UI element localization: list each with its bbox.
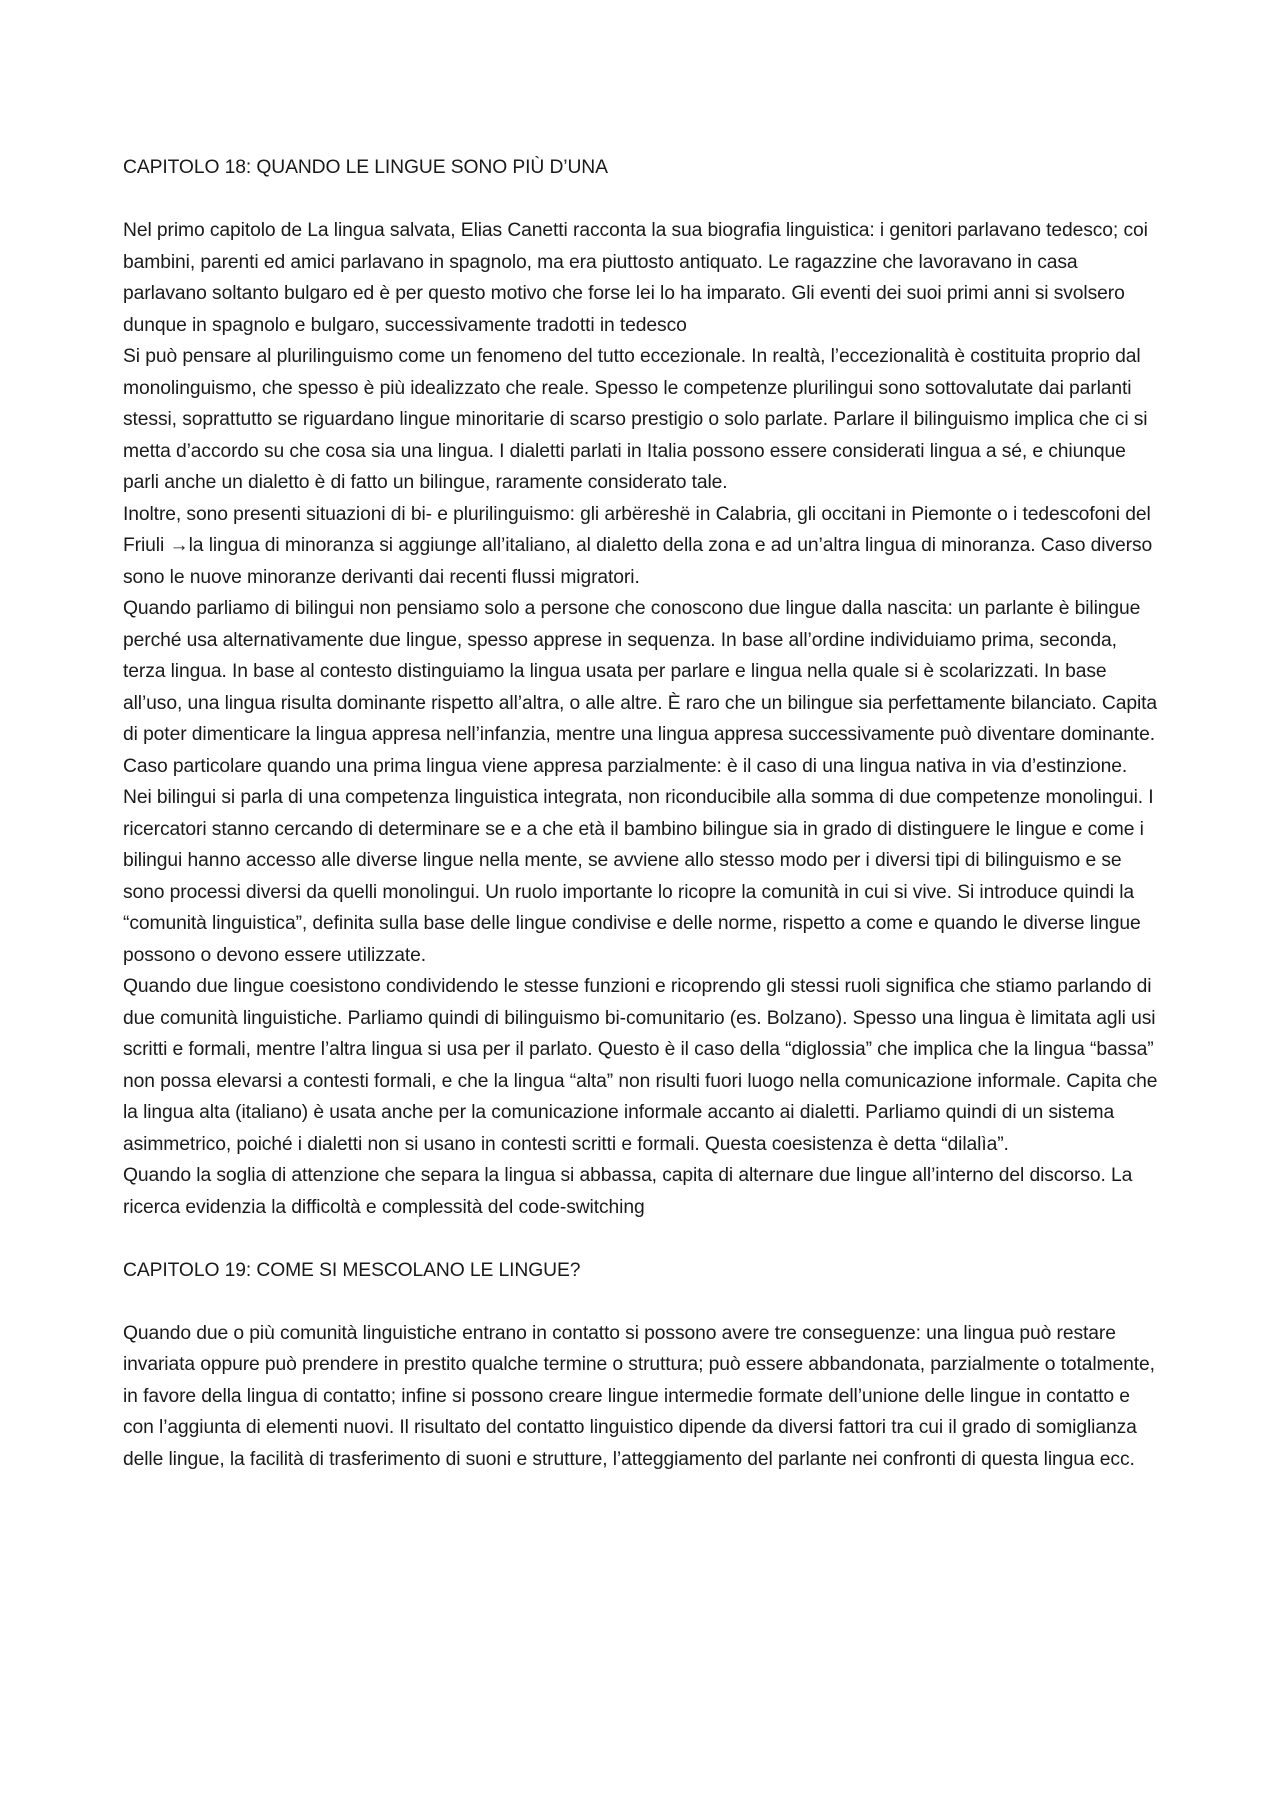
spacer (123, 1223, 1163, 1255)
minoranze-text-end: la lingua di minoranza si aggiunge all’italiano, al dialetto della zona e ad un’altra lingua di minoranza. Caso diverso sono le nuove minoranze derivanti dai recenti flussi migratori. (123, 535, 1153, 588)
chapter-18-title: CAPITOLO 18: QUANDO LE LINGUE SONO PIÙ D’UNA (123, 157, 608, 178)
paragraph-plurilinguismo: Si può pensare al plurilinguismo come un fenomeno del tutto eccezionale. In realtà, l’eccezionalità è costituita proprio dal monolinguismo, che spesso è più idealizzato che reale. Spesso le competenze plurilingui sono sottovalutate dai parlanti stessi, soprattutto se riguardano lingue minoritarie di scarso prestigio o solo parlate. Parlare il bilinguismo implica che ci si metta d’accordo su che cosa sia una lingua. I dialetti parlati in Italia possono essere considerati lingua a sé, e chiunque parli anche un dialetto è di fatto un bilingue, raramente considerato tale. (123, 346, 1148, 493)
minoranze-text-start: Inoltre, sono presenti situazioni di bi- e plurilinguismo: gli arbëreshë in Calabria, gli occitani in Piemonte o i tedescofoni del Friuli (123, 503, 1151, 556)
right-arrow-icon: → (169, 535, 189, 556)
paragraph-contatto: Quando due o più comunità linguistiche entrano in contatto si possono avere tre conseguenze: una lingua può restare invariata oppure può prendere in prestito qualche termine o struttura; può essere abbandonata, parzialmente o totalmente, in favore della lingua di contatto; infine si possono creare lingue intermedie formate dell’unione delle lingue in contatto e con l’aggiunta di elementi nuovi. Il risultato del contatto linguistico dipende da diversi fattori tra cui il grado di somiglianza delle lingue, la facilità di trasferimento di suoni e strutture, l’atteggiamento del parlante nei confronti di questa lingua ecc. (123, 1322, 1155, 1470)
paragraph-minoranze (123, 499, 1163, 594)
paragraph-competenza: Nei bilingui si parla di una competenza linguistica integrata, non riconducibile alla somma di due competenze monolingui. I ricercatori stanno cercando di determinare se e a che età il bambino bilingue sia in grado di distinguere le lingue e come i bilingui hanno accesso alle diverse lingue nella mente, se avviene allo stesso modo per i diversi tipi di bilinguismo e se sono processi diversi da quelli monolingui. Un ruolo importante lo ricopre la comunità in cui si vive. Si introduce quindi la “comunità linguistica”, definita sulla base delle lingue condivise e delle norme, rispetto a come e quando le diverse lingue possono o devono essere utilizzate. (123, 787, 1154, 966)
spacer (123, 184, 1163, 216)
paragraph-diglossia: Quando due lingue coesistono condividendo le stesse funzioni e ricoprendo gli stessi ruoli significa che stiamo parlando di due comunità linguistiche. Parliamo quindi di bilinguismo bi-comunitario (es. Bolzano). Spesso una lingua è limitata agli usi scritti e formali, mentre l’altra lingua si usa per il parlato. Questo è il caso della “diglossia” che implica che la lingua “bassa” non possa elevarsi a contesti formali, e che la lingua “alta” non risulti fuori luogo nella comunicazione informale. Capita che la lingua alta (italiano) è usata anche per la comunicazione informale accanto ai dialetti. Parliamo quindi di un sistema asimmetrico, poiché i dialetti non si usano in contesti scritti e formali. Questa coesistenza è detta “dilalìa”. (123, 976, 1158, 1155)
paragraph-code-switching: Quando la soglia di attenzione che separa la lingua si abbassa, capita di alternare due lingue all’interno del discorso. La ricerca evidenzia la difficoltà e complessità del code-switching (123, 1165, 1133, 1218)
paragraph-bilingui: Quando parliamo di bilingui non pensiamo solo a persone che conoscono due lingue dalla nascita: un parlante è bilingue perché usa alternativamente due lingue, spesso apprese in sequenza. In base all’ordine individuiamo prima, seconda, terza lingua. In base al contesto distinguiamo la lingua usata per parlare e lingua nella quale si è scolarizzati. In base all’uso, una lingua risulta dominante rispetto all’altra, o alle altre. È raro che un bilingue sia perfettamente bilanciato. Capita di poter dimenticare la lingua appresa nell’infanzia, mentre una lingua appresa successivamente può diventare dominante. Caso particolare quando una prima lingua viene appresa parzialmente: è il caso di una lingua nativa in via d’estinzione. (123, 598, 1158, 777)
document-page (123, 152, 1163, 1475)
chapter-19-title: CAPITOLO 19: COME SI MESCOLANO LE LINGUE? (123, 1259, 581, 1281)
paragraph-canetti: Nel primo capitolo de La lingua salvata, Elias Canetti racconta la sua biografia linguistica: i genitori parlavano tedesco; coi bambini, parenti ed amici parlavano in spagnolo, ma era piuttosto antiquato. Le ragazzine che lavoravano in casa parlavano soltanto bulgaro ed è per questo motivo che forse lei lo ha imparato. Gli eventi dei suoi primi anni si svolsero dunque in spagnolo e bulgaro, successivamente tradotti in tedesco (123, 220, 1148, 336)
spacer (123, 1286, 1163, 1318)
